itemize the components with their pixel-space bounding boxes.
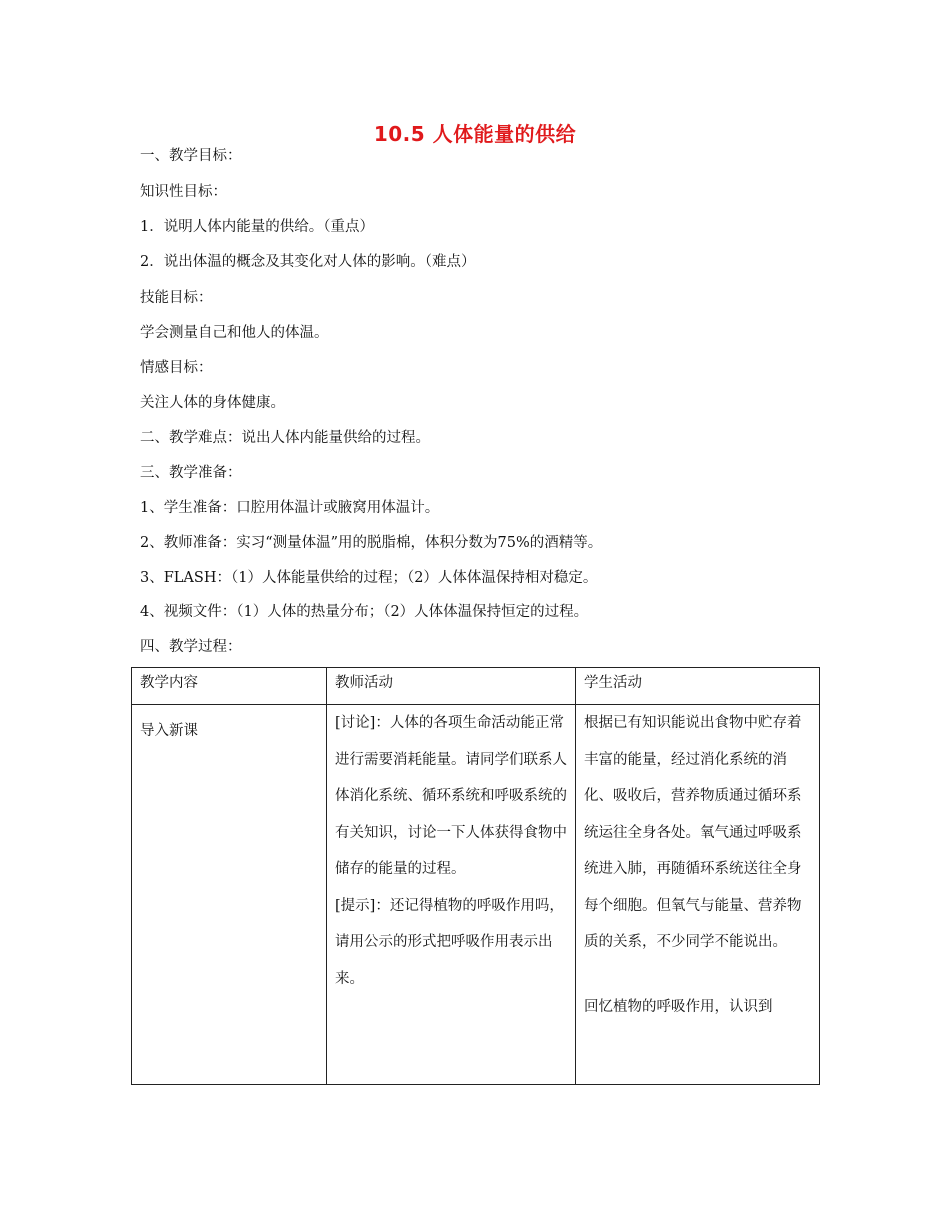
header-student: 学生活动 xyxy=(576,668,820,705)
section-heading-objectives: 一、教学目标： xyxy=(140,148,242,164)
skill-item: 学会测量自己和他人的体温。 xyxy=(140,325,329,341)
preparation-item-3: 3、FLASH：（1）人体能量供给的过程；（2）人体体温保持相对稳定。 xyxy=(140,570,598,586)
objective-item-2: 2．说出体温的概念及其变化对人体的影响。（难点） xyxy=(140,254,476,270)
preparation-item-2: 2、教师准备：实习“测量体温”用的脱脂棉，体积分数为75%的酒精等。 xyxy=(140,535,603,551)
spacer xyxy=(584,961,811,989)
lesson-table xyxy=(131,667,820,1085)
emotion-item: 关注人体的身体健康。 xyxy=(140,395,285,411)
subheading-skills: 技能目标： xyxy=(140,290,213,306)
teacher-discussion: [讨论]：人体的各项生命活动能正常进行需要消耗能量。请同学们联系人体消化系统、循环系统和呼吸系统的有关知识，讨论一下人体获得食物中储存的能量的过程。 xyxy=(335,715,567,877)
section-heading-process: 四、教学过程： xyxy=(140,639,242,655)
subheading-emotion: 情感目标： xyxy=(140,360,213,376)
preparation-item-1: 1、学生准备：口腔用体温计或腋窝用体温计。 xyxy=(140,500,440,516)
page-title: 10.5 人体能量的供给 xyxy=(373,122,577,146)
cell-content xyxy=(132,705,327,1085)
header-teacher: 教师活动 xyxy=(327,668,576,705)
content-label: 导入新课 xyxy=(140,723,198,739)
subheading-knowledge: 知识性目标： xyxy=(140,184,227,200)
teacher-hint: [提示]：还记得植物的呼吸作用吗，请用公示的形式把呼吸作用表示出来。 xyxy=(335,897,564,987)
section-heading-difficulty: 二、教学难点：说出人体内能量供给的过程。 xyxy=(140,430,430,446)
table-header-row xyxy=(132,668,820,705)
section-heading-preparation: 三、教学准备： xyxy=(140,465,242,481)
header-content: 教学内容 xyxy=(132,668,327,705)
student-response: 根据已有知识能说出食物中贮存着丰富的能量，经过消化系统的消化、吸收后，营养物质通过循环系统运往全身各处。氧气通过呼吸系统进入肺，再随循环系统送往全身每个细胞。但氧气与能量、营养物质的关系，不少同学不能说出。 xyxy=(584,715,802,950)
student-recall: 回忆植物的呼吸作用，认识到 xyxy=(584,998,773,1015)
cell-student xyxy=(576,705,820,1085)
preparation-item-4: 4、视频文件：（1）人体的热量分布；（2）人体体温保持恒定的过程。 xyxy=(140,604,589,620)
cell-teacher xyxy=(327,705,576,1085)
objective-item-1: 1．说明人体内能量的供给。（重点） xyxy=(140,219,374,235)
table-row xyxy=(132,705,820,1085)
